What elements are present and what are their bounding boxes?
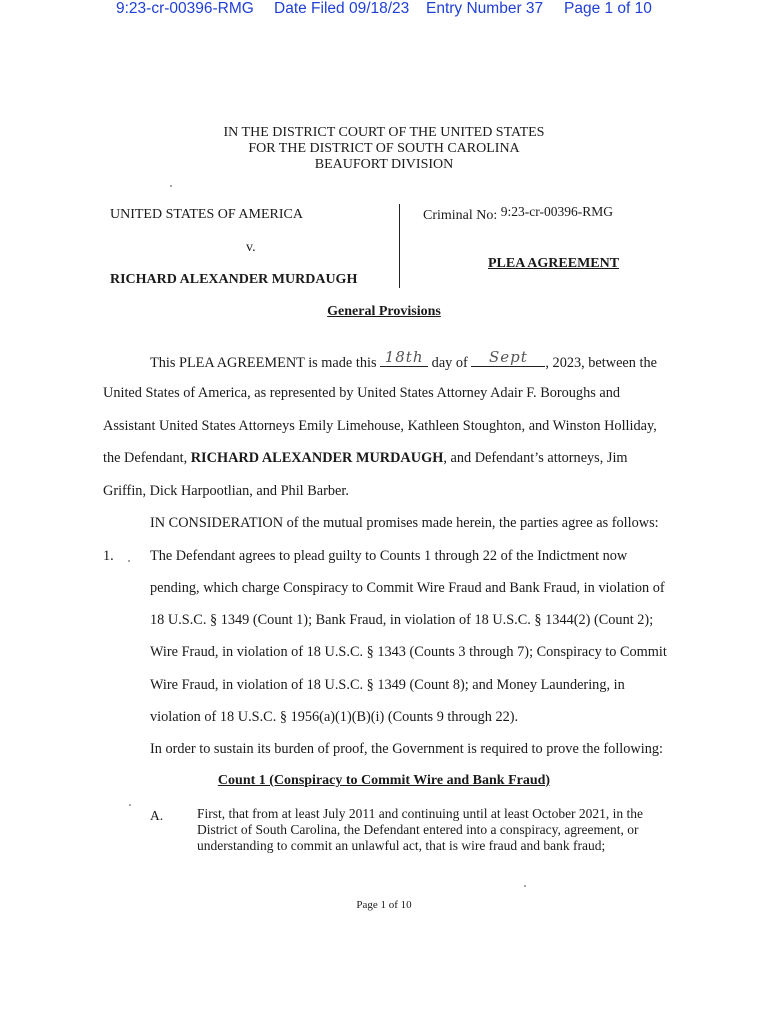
scan-speck <box>128 560 130 562</box>
court-heading-line3: BEAUFORT DIVISION <box>314 157 454 172</box>
scan-speck <box>129 804 131 806</box>
item1-line-6: violation of 18 U.S.C. § 1956(a)(1)(B)(i) (Counts 9 through 22). <box>150 709 519 725</box>
ecf-date-filed: Date Filed 09/18/23 <box>274 0 410 17</box>
item-number: 1. <box>103 548 114 564</box>
burden-line: In order to sustain its burden of proof, the Government is required to prove the following: <box>150 741 663 757</box>
count1-title: Count 1 (Conspiracy to Commit Wire and Bank Fraud) <box>217 773 551 788</box>
consideration-line: IN CONSIDERATION of the mutual promises made herein, the parties agree as follows: <box>150 515 659 531</box>
section-title: General Provisions <box>327 304 441 319</box>
element-a-line-2: District of South Carolina, the Defendant entered into a conspiracy, agreement, or <box>197 822 639 837</box>
ecf-header <box>0 0 768 20</box>
handwritten-day: 18th <box>384 348 424 366</box>
item1-line-1: The Defendant agrees to plead guilty to Counts 1 through 22 of the Indictment now <box>150 548 628 564</box>
ecf-entry-number: Entry Number 37 <box>426 0 544 17</box>
intro-text: , and Defendant’s attorneys, Jim <box>443 450 628 466</box>
caption-versus: v. <box>246 240 256 255</box>
court-heading-line1: IN THE DISTRICT COURT OF THE UNITED STATES <box>223 125 545 140</box>
defendant-name: RICHARD ALEXANDER MURDAUGH <box>190 450 444 466</box>
ecf-case-number: 9:23-cr-00396-RMG <box>116 0 254 17</box>
document-title: PLEA AGREEMENT <box>488 256 620 271</box>
intro-text: the Defendant, <box>103 450 188 466</box>
element-a-line-3: understanding to commit an unlawful act, that is wire fraud and bank fraud; <box>197 838 606 853</box>
caption-plaintiff: UNITED STATES OF AMERICA <box>110 207 303 222</box>
handwritten-month: Sept <box>488 348 528 366</box>
ecf-page-number: Page 1 of 10 <box>564 0 652 17</box>
scan-speck <box>170 185 172 187</box>
intro-line-4 <box>103 450 628 467</box>
month-blank <box>471 348 545 367</box>
page-footer: Page 1 of 10 <box>356 899 412 911</box>
item1-line-5: Wire Fraud, in violation of 18 U.S.C. § 1349 (Count 8); and Money Laundering, in <box>150 677 625 693</box>
intro-text: This PLEA AGREEMENT is made this <box>150 355 377 371</box>
intro-text: , 2023, between the <box>545 355 657 371</box>
intro-line-5: Griffin, Dick Harpootlian, and Phil Barber. <box>103 483 349 499</box>
intro-line-2: United States of America, as represented by United States Attorney Adair F. Boroughs and <box>103 385 621 401</box>
intro-line-3: Assistant United States Attorneys Emily Limehouse, Kathleen Stoughton, and Winston Holliday, <box>103 418 657 434</box>
intro-text: day of <box>431 355 468 371</box>
item1-line-4: Wire Fraud, in violation of 18 U.S.C. § 1343 (Counts 3 through 7); Conspiracy to Commit <box>150 644 667 660</box>
element-letter: A. <box>150 808 164 823</box>
item1-line-3: 18 U.S.C. § 1349 (Count 1); Bank Fraud, in violation of 18 U.S.C. § 1344(2) (Count 2); <box>150 612 654 628</box>
item1-line-2: pending, which charge Conspiracy to Commit Wire Fraud and Bank Fraud, in violation of <box>150 580 665 596</box>
court-heading-line2: FOR THE DISTRICT OF SOUTH CAROLINA <box>248 141 520 156</box>
criminal-number: 9:23-cr-00396-RMG <box>500 204 613 219</box>
caption-defendant: RICHARD ALEXANDER MURDAUGH <box>110 272 358 287</box>
scan-speck <box>524 885 526 887</box>
day-blank <box>380 348 428 367</box>
element-a-line-1: First, that from at least July 2011 and continuing until at least October 2021, in the <box>197 806 644 821</box>
criminal-label: Criminal No: <box>423 208 498 223</box>
criminal-number-label <box>423 204 613 224</box>
intro-line-1 <box>150 348 657 372</box>
caption-divider <box>399 204 400 288</box>
